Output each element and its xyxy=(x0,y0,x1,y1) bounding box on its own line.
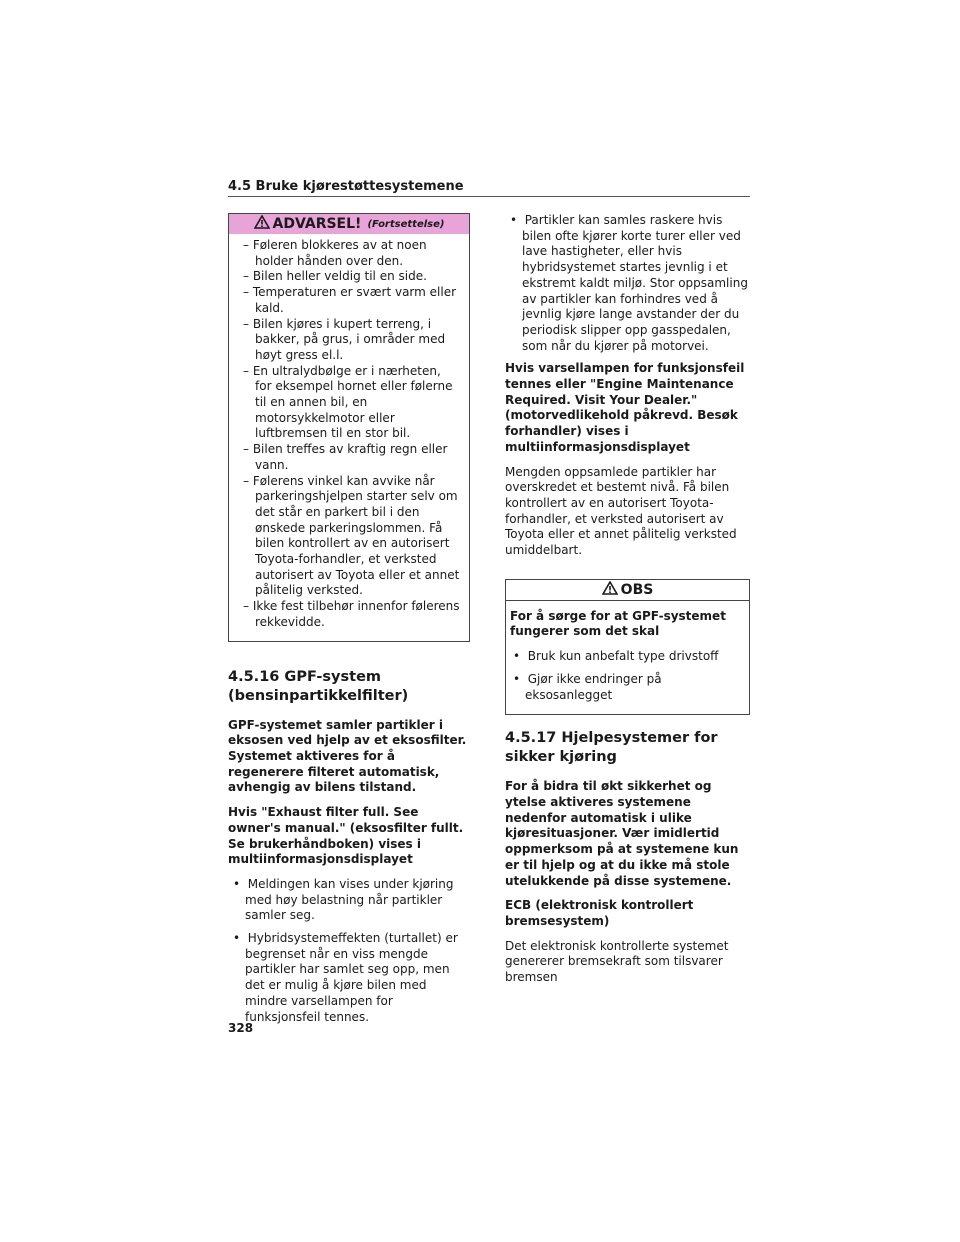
warning-item: – Bilen treffes av kraftig regn eller vann. xyxy=(243,442,448,472)
gpf-subhead-filter-full: Hvis "Exhaust filter full. See owner's manual." (eksosfilter fullt. Se brukerhåndboken) vises i multiinformasjonsdisplayet xyxy=(228,805,464,867)
list-item: • Hybridsystemeffekten (turtallet) er begrenset når en viss mengde partikler har samlet seg opp, men det er mulig å kjøre bilen med mindre varsellampen for funksjonsfeil tennes. xyxy=(233,931,458,1024)
chapter-header: 4.5 Bruke kjørestøttesystemene xyxy=(228,179,750,197)
list-item: • Partikler kan samles raskere hvis bilen ofte kjører korte turer eller ved lave hastigheter, eller hvis hybridsystemet startes jevnlig i et ekstremt kaldt miljø. Stor oppsamling av partikler kan forhindres ved å jevnlig kjøre lange avstander der du periodisk slipper opp gasspedalen, som når du kjører på motorvei. xyxy=(510,213,748,353)
ecb-title: ECB (elektronisk kontrollert bremsesystem) xyxy=(505,898,694,928)
gpf-subhead-malfunction: Hvis varsellampen for funksjonsfeil tennes eller "Engine Maintenance Required. Visit Your Dealer." (motorvedlikehold påkrevd. Besøk forhandler) vises i multiinformasjonsdisplayet xyxy=(505,361,745,454)
list-item: • Bruk kun anbefalt type drivstoff xyxy=(513,649,719,664)
obs-box xyxy=(505,579,750,716)
list-item: • Meldingen kan vises under kjøring med høy belastning når partikler samler seg. xyxy=(233,876,454,923)
section-title-gpf: 4.5.16 GPF-system (bensinpartikkelfilter) xyxy=(228,668,409,704)
warning-item: – Ikke fest tilbehør innenfor følerens rekkevidde. xyxy=(243,599,460,629)
bullet-icon: • xyxy=(513,671,528,686)
warning-item: – Bilen heller veldig til en side. xyxy=(243,269,427,284)
warning-item: – Føleren blokkeres av at noen holder hånden over den. xyxy=(243,238,427,268)
list-item: • Gjør ikke endringer på eksosanlegget xyxy=(513,671,662,702)
section-title-assist: 4.5.17 Hjelpesystemer for sikker kjøring xyxy=(505,730,718,766)
page-number: 328 xyxy=(228,1021,254,1035)
gpf-paragraph: Mengden oppsamlede partikler har overskredet et bestemt nivå. Få bilen kontrollert av en autorisert Toyota-forhandler, et verksted autorisert av Toyota eller et annet pålitelig verksted umiddelbart. xyxy=(505,464,737,558)
warning-triangle-icon xyxy=(254,215,270,233)
obs-title: OBS xyxy=(620,581,654,598)
obs-body xyxy=(506,601,749,715)
warning-triangle-icon xyxy=(602,581,618,599)
warning-title: ADVARSEL! xyxy=(272,216,362,232)
assist-intro: For å bidra til økt sikkerhet og ytelse aktiveres systemene nedenfor automatisk i ulike kjøresituasjoner. Vær imidlertid oppmerksom på at systemene kun er til hjelp og at du ikke må stole utelukkende på disse systemene. xyxy=(505,779,739,888)
bullet-icon: • xyxy=(510,213,525,227)
bullet-icon: • xyxy=(513,649,528,664)
right-column xyxy=(505,213,750,995)
gpf-intro: GPF-systemet samler partikler i eksosen ved hjelp av et eksosfilter. Systemet aktiveres for å regenerere filteret automatisk, avhengig av bilens tilstand. xyxy=(228,717,467,795)
warning-item: – Temperaturen er svært varm eller kald. xyxy=(243,285,457,315)
warning-box xyxy=(228,213,470,642)
obs-subhead: For å sørge for at GPF-systemet fungerer som det skal xyxy=(510,608,726,639)
bullet-icon: • xyxy=(233,876,248,891)
warning-header xyxy=(229,214,469,234)
warning-item: – Bilen kjøres i kupert terreng, i bakker, på grus, i områder med høyt gress el.l. xyxy=(243,316,446,362)
warning-item: – En ultralydbølge er i nærheten, for eksempel hornet eller følerne til en annen bil, en motorsykkelmotor eller luftbremsen til en stor bil. xyxy=(243,363,453,441)
bullet-icon: • xyxy=(233,931,248,946)
ecb-text: Det elektronisk kontrollerte systemet genererer bremsekraft som tilsvarer bremsen xyxy=(505,938,729,985)
warning-continued: (Fortsettelse) xyxy=(367,218,445,230)
left-column xyxy=(228,213,470,1032)
warning-item: – Følerens vinkel kan avvike når parkeringshjelpen starter selv om det står en parkert bil i den ønskede parkeringslommen. Få bilen kontrollert av en autorisert Toyota-forhandler, et verksted autorisert av Toyota eller et annet pålitelig verksted. xyxy=(243,473,460,598)
warning-body xyxy=(229,234,469,641)
obs-header xyxy=(506,580,749,601)
